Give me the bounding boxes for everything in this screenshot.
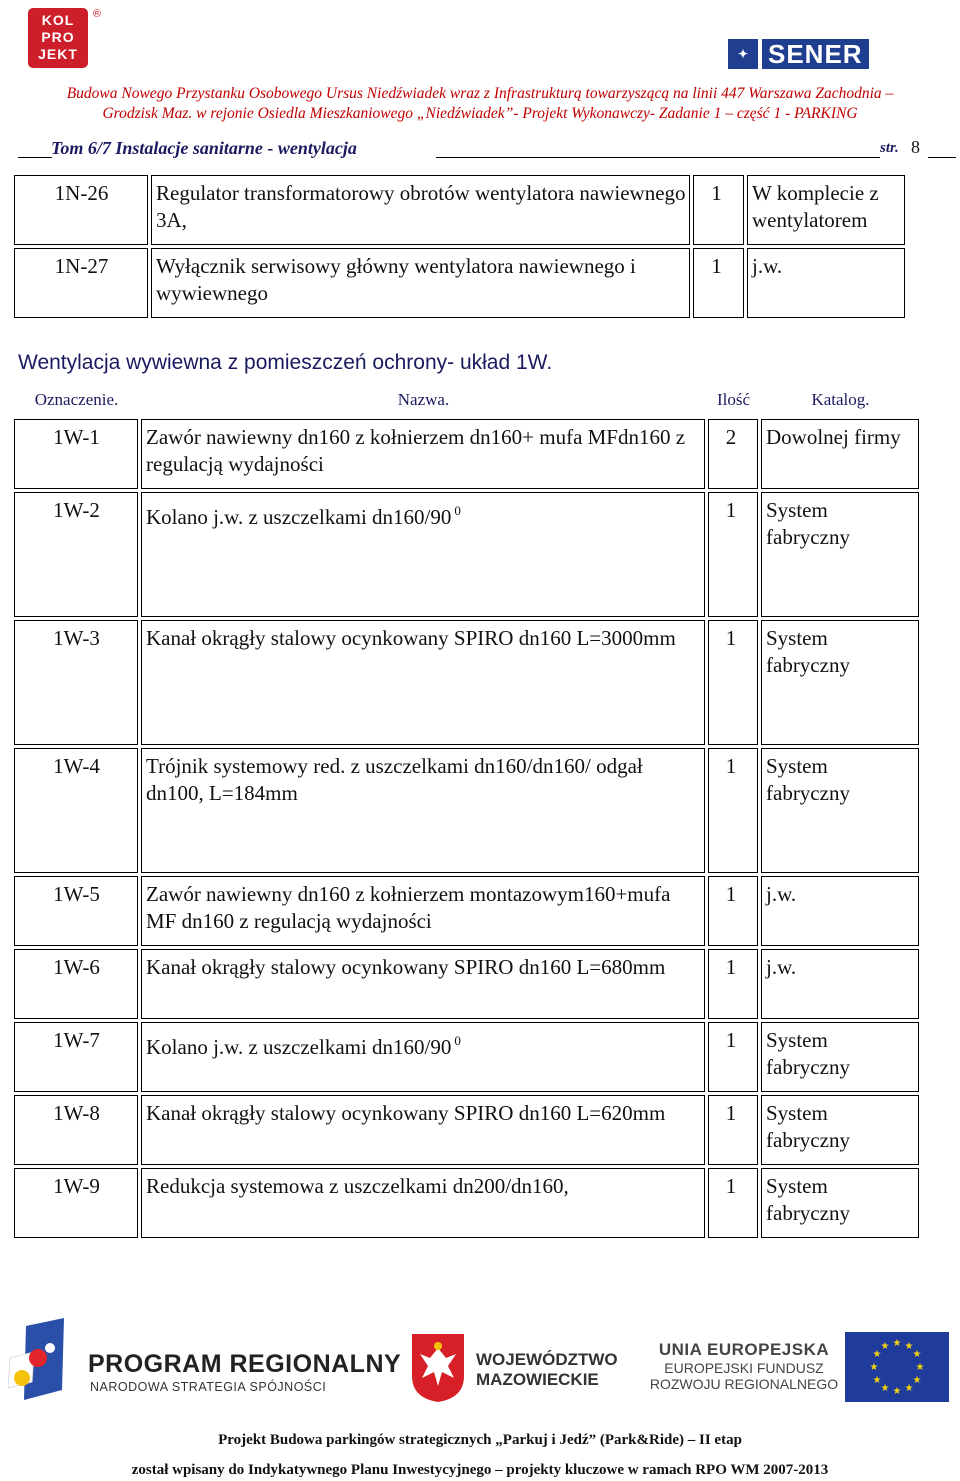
table-row <box>14 1168 919 1238</box>
cell-name: Regulator transformatorowy obrotów wentylatora nawiewnego 3A, <box>151 175 690 245</box>
svg-text:★: ★ <box>904 1341 914 1352</box>
eu-line1: UNIA EUROPEJSKA <box>658 1340 830 1359</box>
cell-name: Trójnik systemowy red. z uszczelkami dn160/dn160/ odgał dn100, L=184mm <box>141 748 705 873</box>
svg-text:★: ★ <box>872 1349 882 1360</box>
sener-mark-icon: ✦ <box>728 39 758 69</box>
eu-line2: EUROPEJSKI FUNDUSZ <box>664 1360 824 1376</box>
cell-code: 1W-6 <box>14 949 138 1019</box>
table-row <box>14 248 905 318</box>
cell-qty: 1 <box>693 248 744 318</box>
cell-code: 1N-26 <box>14 175 148 245</box>
cell-catalog: System fabryczny <box>761 1095 919 1165</box>
svg-text:★: ★ <box>892 1338 902 1349</box>
cell-name <box>141 492 705 617</box>
table-main <box>11 377 922 1241</box>
svg-text:★: ★ <box>912 1375 922 1386</box>
table-row <box>14 748 919 873</box>
cell-catalog: j.w. <box>747 248 905 318</box>
cell-name-text: Kolano j.w. z uszczelkami dn160/90 <box>146 1035 452 1059</box>
table-row <box>14 876 919 946</box>
table-row <box>14 620 919 745</box>
table-row <box>14 1095 919 1165</box>
eu-fund-text <box>644 1340 844 1392</box>
page-number: 8 <box>911 137 920 157</box>
footer-line-1: Projekt Budowa parkingów strategicznych „Parkuj i Jedź” (Park&Ride) – II etap <box>218 1432 742 1448</box>
program-regionalny-subtitle: NARODOWA STRATEGIA SPÓJNOŚCI <box>90 1380 327 1394</box>
svg-text:★: ★ <box>912 1349 922 1360</box>
cell-qty: 1 <box>708 620 758 745</box>
degree-superscript: 0 <box>454 503 461 518</box>
cell-code: 1W-4 <box>14 748 138 873</box>
cell-qty: 1 <box>708 1095 758 1165</box>
footer-line-2: został wpisany do Indykatywnego Planu Inwestycyjnego – projekty kluczowe w ramach RPO WM 2007-2013 <box>131 1462 829 1478</box>
cell-code: 1W-1 <box>14 419 138 489</box>
cell-catalog: System fabryczny <box>761 748 919 873</box>
cell-qty: 1 <box>708 1168 758 1238</box>
sener-logo: ✦ SENER <box>728 38 869 70</box>
col-header-name: Nazwa. <box>397 390 450 409</box>
degree-superscript: 0 <box>454 1033 461 1048</box>
cell-code: 1W-3 <box>14 620 138 745</box>
eu-line3: ROZWOJU REGIONALNEGO <box>649 1376 839 1392</box>
program-regionalny-text: PROGRAM REGIONALNY <box>88 1350 402 1378</box>
volume-title: Tom 6/7 Instalacje sanitarne - wentylacja <box>51 138 357 158</box>
wojewodztwo-line1: WOJEWÓDZTWO <box>476 1350 618 1369</box>
cell-code: 1N-27 <box>14 248 148 318</box>
cell-name-text: Kolano j.w. z uszczelkami dn160/90 <box>146 505 452 529</box>
section-title: Wentylacja wywiewna z pomieszczeń ochrony- układ 1W. <box>18 351 553 374</box>
cell-name: Redukcja systemowa z uszczelkami dn200/dn160, <box>141 1168 705 1238</box>
cell-qty: 1 <box>708 876 758 946</box>
cell-catalog: j.w. <box>761 949 919 1019</box>
cell-catalog: System fabryczny <box>761 1022 919 1092</box>
svg-text:★: ★ <box>915 1362 925 1373</box>
cell-name: Zawór nawiewny dn160 z kołnierzem montazowym160+mufa MF dn160 z regulacją wydajności <box>141 876 705 946</box>
program-regionalny-icon <box>8 1318 72 1406</box>
cell-name: Kanał okrągły stalowy ocynkowany SPIRO dn160 L=3000mm <box>141 620 705 745</box>
svg-text:★: ★ <box>880 1383 890 1394</box>
header-line-2: Grodzisk Maz. w rejonie Osiedla Mieszkaniowego „Niedźwiadek”- Projekt Wykonawczy- Zadanie 1 – część 1 - PARKING <box>102 105 858 122</box>
wojewodztwo-logo <box>476 1350 618 1390</box>
col-header-catalog: Katalog. <box>811 390 870 409</box>
cell-qty: 1 <box>693 175 744 245</box>
eu-flag-icon <box>845 1332 949 1402</box>
page-label: str. <box>880 140 899 156</box>
svg-text:★: ★ <box>872 1375 882 1386</box>
table-row <box>14 492 919 617</box>
svg-text:★: ★ <box>880 1341 890 1352</box>
cell-qty: 1 <box>708 949 758 1019</box>
svg-text:★: ★ <box>892 1386 902 1397</box>
svg-text:★: ★ <box>869 1362 879 1373</box>
col-header-code: Oznaczenie. <box>34 390 119 409</box>
cell-catalog: System fabryczny <box>761 492 919 617</box>
cell-name: Kanał okrągły stalowy ocynkowany SPIRO dn160 L=680mm <box>141 949 705 1019</box>
cell-code: 1W-5 <box>14 876 138 946</box>
cell-qty: 1 <box>708 1022 758 1092</box>
cell-code: 1W-9 <box>14 1168 138 1238</box>
svg-text:★: ★ <box>904 1383 914 1394</box>
cell-name: Wyłącznik serwisowy główny wentylatora nawiewnego i wywiewnego <box>151 248 690 318</box>
header-line-1: Budowa Nowego Przystanku Osobowego Ursus Niedźwiadek wraz z Infrastrukturą towarzyszącą na linii 447 Warszawa Zachodnia – <box>66 85 894 102</box>
mazowsze-eagle-icon <box>410 1332 466 1404</box>
cell-catalog: System fabryczny <box>761 1168 919 1238</box>
col-header-qty: Ilość <box>716 390 751 409</box>
cell-catalog: j.w. <box>761 876 919 946</box>
cell-qty: 1 <box>708 748 758 873</box>
kolprojekt-logo: KOL PRO JEKT ® <box>28 8 88 68</box>
volume-line <box>18 136 940 162</box>
table-row <box>14 1022 919 1092</box>
cell-qty: 2 <box>708 419 758 489</box>
cell-name: Zawór nawiewny dn160 z kołnierzem dn160+ mufa MFdn160 z regulacją wydajności <box>141 419 705 489</box>
cell-name <box>141 1022 705 1092</box>
table-row <box>14 419 919 489</box>
cell-catalog: W komplecie z wentylatorem <box>747 175 905 245</box>
table-top <box>11 172 908 321</box>
cell-code: 1W-8 <box>14 1095 138 1165</box>
table-header-row <box>14 380 919 416</box>
cell-code: 1W-2 <box>14 492 138 617</box>
cell-name: Kanał okrągły stalowy ocynkowany SPIRO dn160 L=620mm <box>141 1095 705 1165</box>
cell-code: 1W-7 <box>14 1022 138 1092</box>
cell-catalog: System fabryczny <box>761 620 919 745</box>
table-row <box>14 949 919 1019</box>
wojewodztwo-line2: MAZOWIECKIE <box>476 1370 599 1389</box>
table-row <box>14 175 905 245</box>
cell-qty: 1 <box>708 492 758 617</box>
cell-catalog: Dowolnej firmy <box>761 419 919 489</box>
